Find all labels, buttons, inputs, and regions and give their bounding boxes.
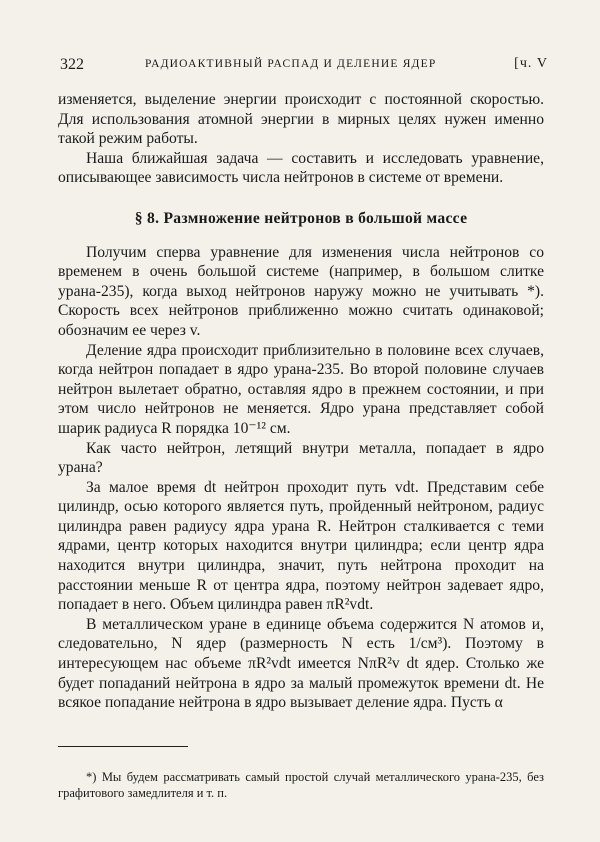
page-body (58, 90, 544, 713)
paragraph: Наша ближайшая задача — составить и исследовать уравнение, описывающее зависимость числа нейтронов в системе от времени. (58, 149, 544, 187)
footnote-rule (58, 746, 188, 747)
page-number: 322 (60, 56, 84, 73)
paragraph: В металлическом уране в единице объема содержится N атомов и, следовательно, N ядер (размерность N есть 1/см³). Поэтому в интересующем нас объеме πR²vdt имеется NπR²v dt ядер. Столько же будет попаданий нейтрона в ядро за малый промежуток времени dt. Не всякое попадание нейтрона в ядро вызывает деление ядра. Пусть α (58, 615, 544, 712)
footnote: *) Мы будем рассматривать самый простой случай металлического урана-235, без графитового замедлителя и т. п. (58, 769, 544, 800)
paragraph: За малое время dt нейтрон проходит путь vdt. Представим себе цилиндр, осью которого является путь, пройденный нейтроном, радиус цилиндра равен радиусу ядра урана R. Нейтрон сталкивается с теми ядрами, центр которых находится внутри цилиндра; если центр ядра находится внутри цилиндра, значит, путь нейтрона проходит на расстоянии меньше R от центра ядра, поэтому нейтрон задевает ядро, попадает в него. Объем цилиндра равен πR²vdt. (58, 478, 544, 614)
paragraph: Как часто нейтрон, летящий внутри металла, попадает в ядро урана? (58, 439, 544, 477)
paragraph: Получим сперва уравнение для изменения числа нейтронов со временем в очень большой системе (например, в большом слитке урана-235), когда выход нейтронов наружу можно не учитывать *). Скорость всех нейтронов приближенно можно считать одинаковой; обозначим ее через v. (58, 243, 544, 339)
running-title: РАДИОАКТИВНЫЙ РАСПАД И ДЕЛЕНИЕ ЯДЕР (145, 58, 437, 70)
page-header (60, 56, 548, 80)
paragraph: Деление ядра происходит приблизительно в половине всех случаев, когда нейтрон попадает в ядро урана-235. Во второй половине случаев нейтрон вылетает обратно, оставляя ядро в прежнем состоянии, и при этом число нейтронов не меняется. Ядро урана представляет собой шарик радиуса R порядка 10⁻¹² см. (58, 341, 544, 437)
section-heading: § 8. Размножение нейтронов в большой массе (134, 209, 468, 227)
paragraph: изменяется, выделение энергии происходит с постоянной скоростью. Для использования атомной энергии в мирных целях нужен именно такой режим работы. (58, 91, 544, 148)
chapter-marker: [ч. V (514, 56, 548, 71)
